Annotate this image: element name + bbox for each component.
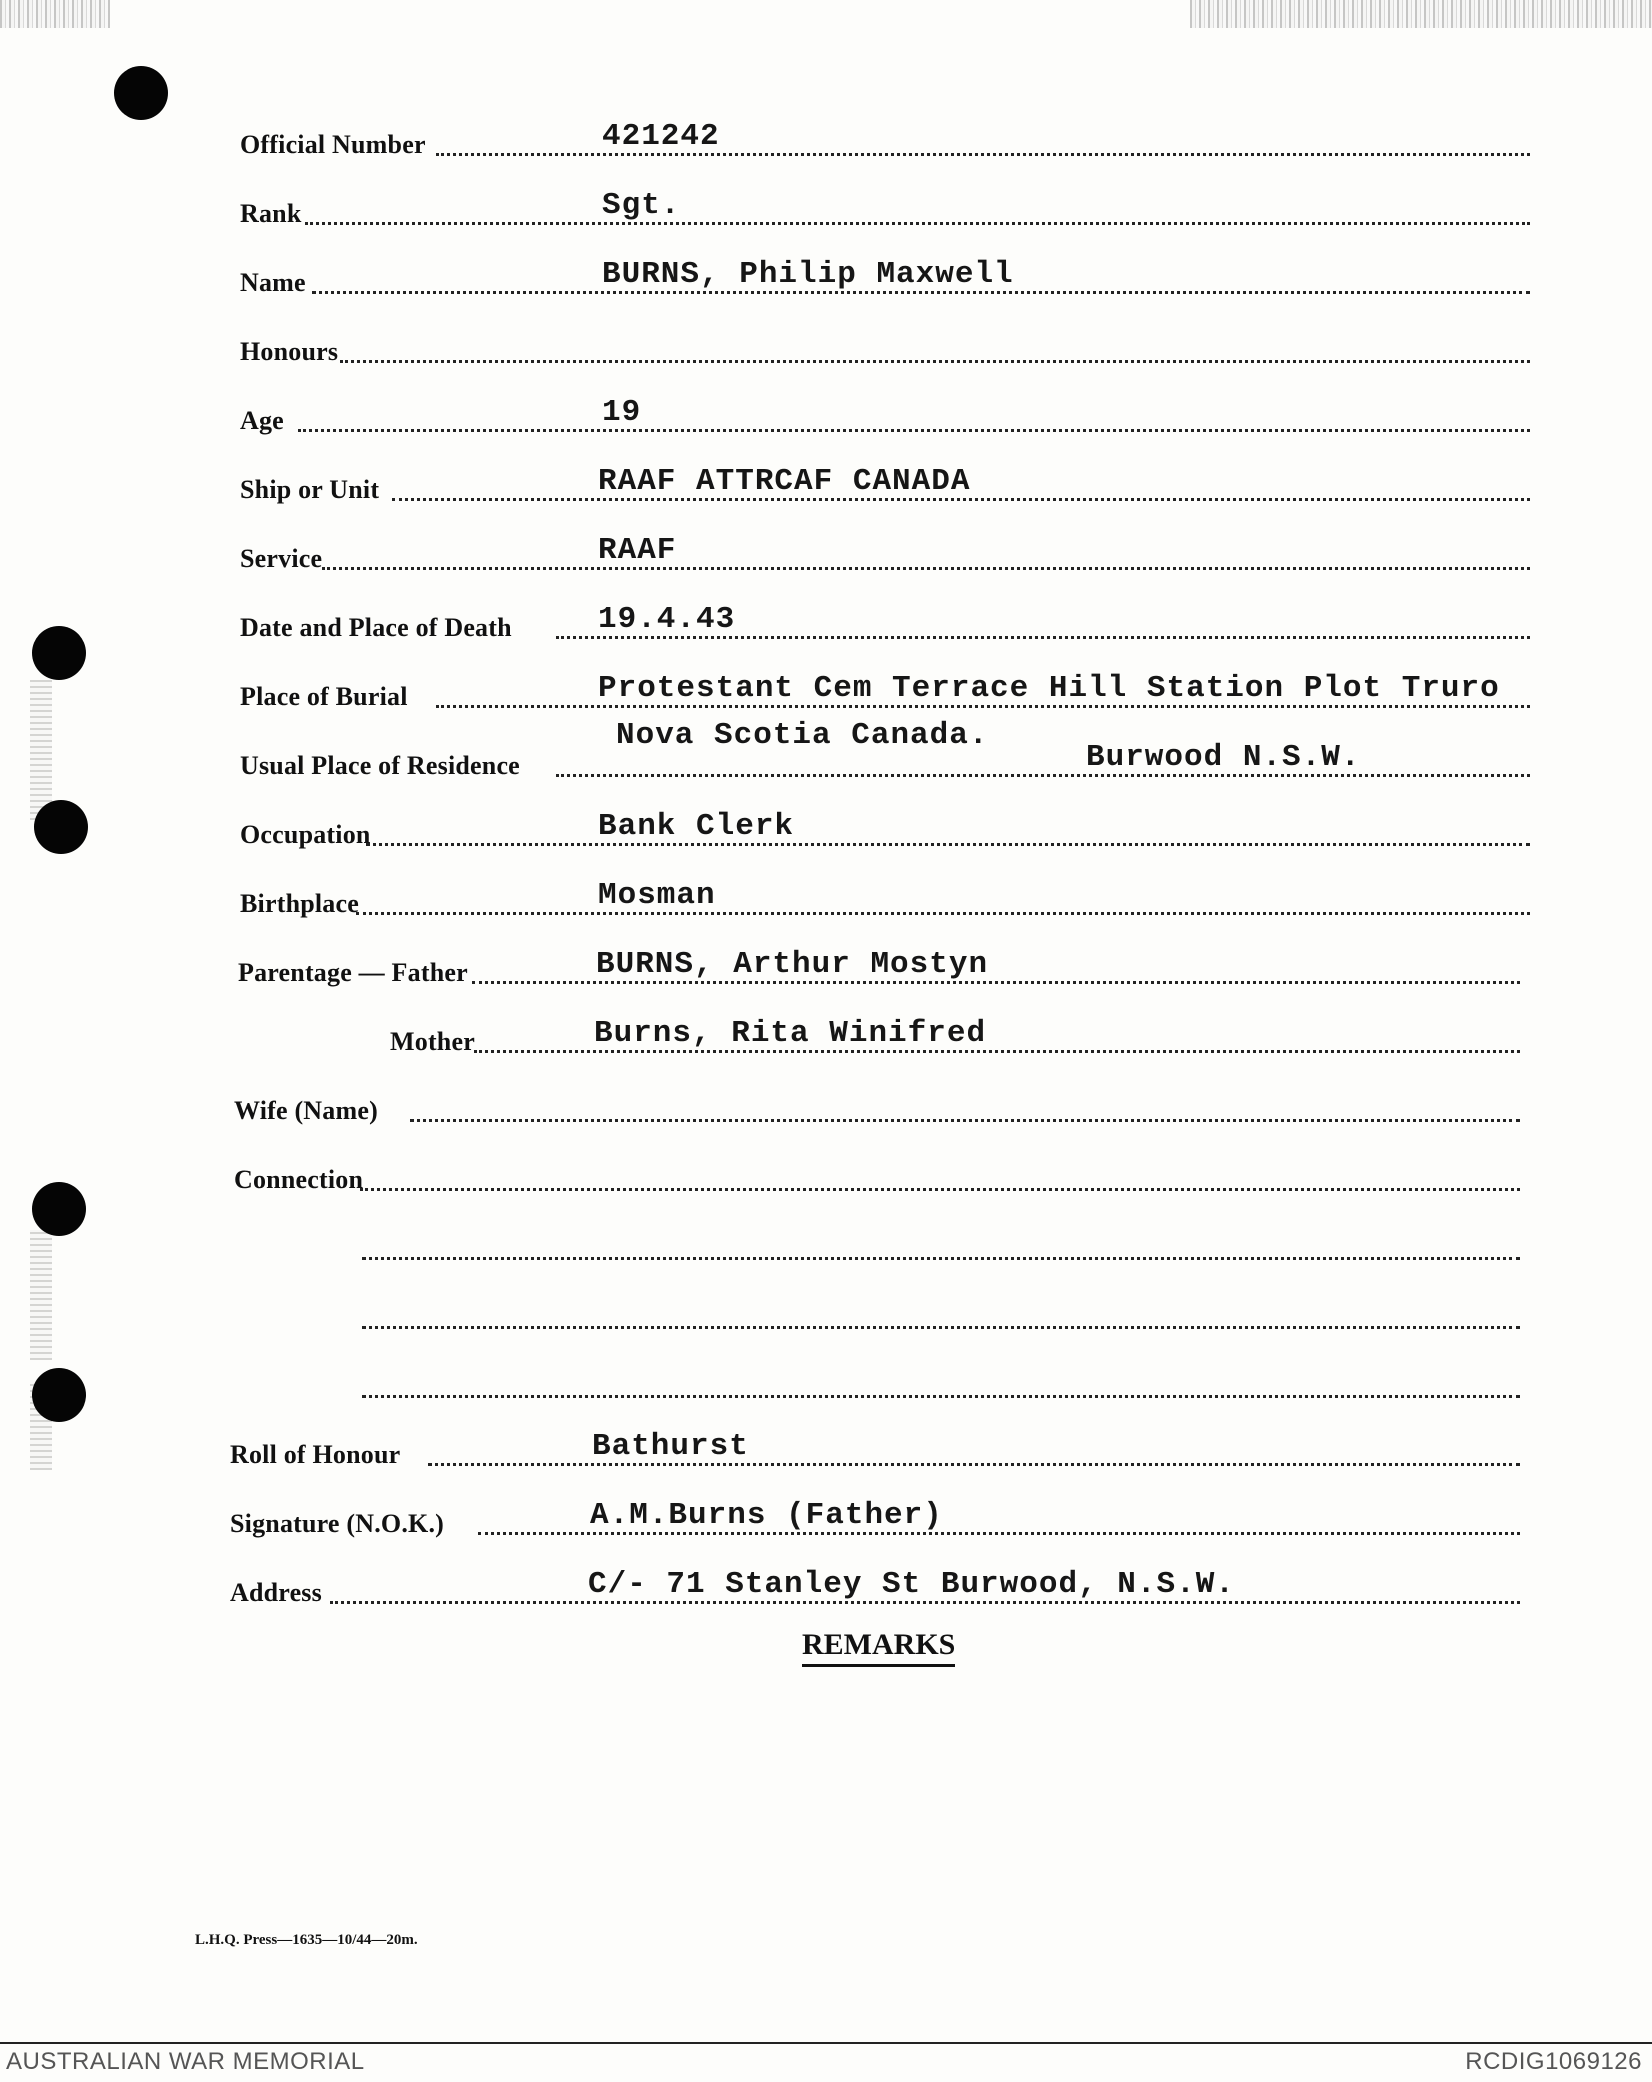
label-date-place-death: Date and Place of Death — [240, 613, 512, 642]
row-address — [0, 1544, 1652, 1614]
value-father: BURNS, Arthur Mostyn — [596, 947, 989, 982]
footer-divider — [0, 2042, 1652, 2044]
row-place-of-burial — [0, 648, 1652, 718]
value-ship-or-unit: RAAF ATTRCAF CANADA — [598, 464, 971, 499]
value-official-number: 421242 — [602, 119, 720, 154]
scan-artifact-top-left — [0, 0, 110, 28]
value-signature: A.M.Burns (Father) — [590, 1498, 943, 1533]
row-age — [0, 372, 1652, 442]
label-connection: Connection — [234, 1165, 364, 1194]
label-address: Address — [230, 1578, 322, 1607]
dotted-line — [340, 360, 1530, 363]
label-place-of-burial: Place of Burial — [240, 682, 408, 711]
remarks-heading: REMARKS — [802, 1628, 955, 1667]
row-father — [0, 924, 1652, 994]
label-mother: Mother — [390, 1027, 475, 1056]
row-official-number — [0, 96, 1652, 166]
dotted-line — [366, 843, 1530, 846]
value-address: C/- 71 Stanley St Burwood, N.S.W. — [588, 1567, 1235, 1602]
label-service: Service — [240, 544, 323, 573]
dotted-line — [305, 222, 1530, 225]
label-birthplace: Birthplace — [240, 889, 359, 918]
label-roll-of-honour: Roll of Honour — [230, 1440, 401, 1469]
row-usual-residence — [0, 717, 1652, 787]
dotted-line — [298, 429, 1530, 432]
label-honours: Honours — [240, 337, 339, 366]
label-name: Name — [240, 268, 306, 297]
label-usual-residence: Usual Place of Residence — [240, 751, 520, 780]
label-occupation: Occupation — [240, 820, 371, 849]
value-birthplace: Mosman — [598, 878, 716, 913]
row-blank-1 — [0, 1200, 1652, 1270]
label-rank: Rank — [240, 199, 302, 228]
value-name: BURNS, Philip Maxwell — [602, 257, 1014, 292]
value-roll-of-honour: Bathurst — [592, 1429, 749, 1464]
row-ship-or-unit — [0, 441, 1652, 511]
row-blank-2 — [0, 1269, 1652, 1339]
value-rank: Sgt. — [602, 188, 681, 223]
dotted-line — [556, 774, 1530, 777]
value-age: 19 — [602, 395, 642, 430]
dotted-line — [356, 912, 1530, 915]
row-name — [0, 234, 1652, 304]
label-official-number: Official Number — [240, 130, 426, 159]
row-wife — [0, 1062, 1652, 1132]
row-birthplace — [0, 855, 1652, 925]
value-place-of-burial-continuation: Nova Scotia Canada. — [616, 718, 989, 753]
row-roll-of-honour — [0, 1406, 1652, 1476]
label-ship-or-unit: Ship or Unit — [240, 475, 380, 504]
row-connection — [0, 1131, 1652, 1201]
dotted-line — [362, 1257, 1520, 1260]
printer-imprint: L.H.Q. Press—1635—10/44—20m. — [195, 1932, 418, 1948]
footer-archive-name: AUSTRALIAN WAR MEMORIAL — [6, 2048, 365, 2075]
value-occupation: Bank Clerk — [598, 809, 795, 844]
dotted-line — [362, 1326, 1520, 1329]
label-wife: Wife (Name) — [234, 1096, 378, 1125]
label-age: Age — [240, 406, 284, 435]
dotted-line — [436, 153, 1530, 156]
value-place-of-burial: Protestant Cem Terrace Hill Station Plot Truro — [598, 671, 1500, 706]
row-signature — [0, 1475, 1652, 1545]
dotted-line — [410, 1119, 1520, 1122]
scan-artifact-top-right — [1190, 0, 1652, 28]
dotted-line — [360, 1188, 1520, 1191]
row-honours — [0, 303, 1652, 373]
value-service: RAAF — [598, 533, 677, 568]
footer-record-id: RCDIG1069126 — [1465, 2048, 1642, 2075]
row-service — [0, 510, 1652, 580]
row-date-place-death — [0, 579, 1652, 649]
dotted-line — [362, 1395, 1520, 1398]
row-rank — [0, 165, 1652, 235]
row-occupation — [0, 786, 1652, 856]
value-date-place-death: 19.4.43 — [598, 602, 736, 637]
label-father: Parentage — Father — [238, 958, 468, 987]
dotted-line — [322, 567, 1530, 570]
value-usual-residence: Burwood N.S.W. — [1086, 740, 1361, 775]
row-blank-3 — [0, 1338, 1652, 1408]
row-mother — [0, 993, 1652, 1063]
label-signature: Signature (N.O.K.) — [230, 1509, 445, 1538]
value-mother: Burns, Rita Winifred — [594, 1016, 987, 1051]
